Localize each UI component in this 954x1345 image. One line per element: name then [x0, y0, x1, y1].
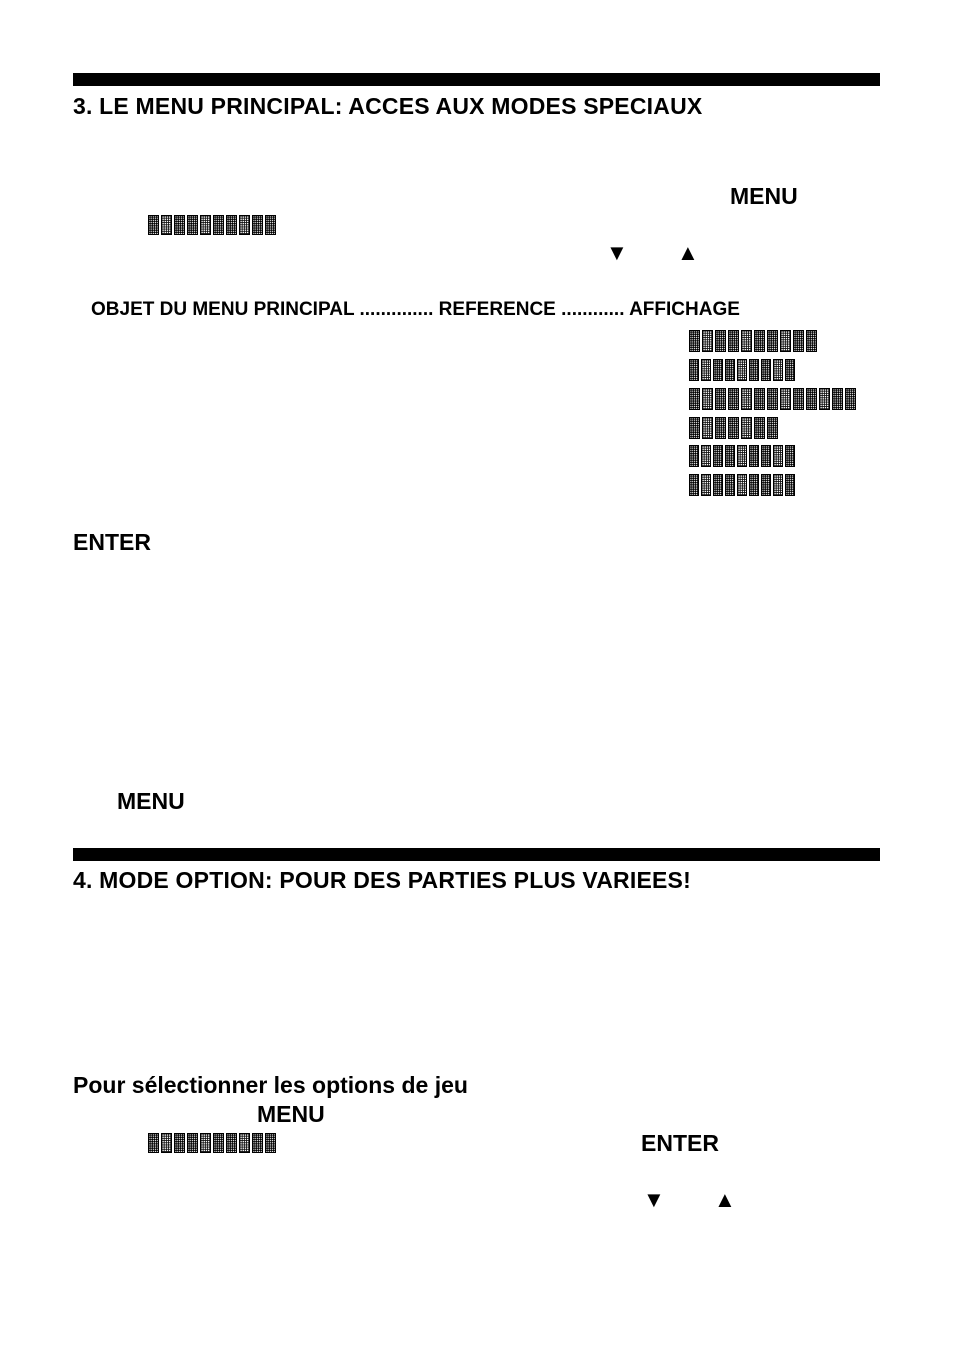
- lcd-cell: [239, 215, 250, 235]
- lcd-cell: [187, 215, 198, 235]
- lcd-cell: [702, 388, 713, 410]
- lcd-cell: [793, 388, 804, 410]
- lcd-cell: [749, 445, 759, 467]
- lcd-cell: [239, 1133, 250, 1153]
- lcd-cell: [187, 1133, 198, 1153]
- lcd-cell: [689, 388, 700, 410]
- lcd-cell: [741, 388, 752, 410]
- lcd-cell: [161, 1133, 172, 1153]
- lcd-cell: [252, 1133, 263, 1153]
- lcd-cell: [728, 417, 739, 439]
- down-arrow-icon: ▼: [606, 240, 628, 265]
- lcd-cell: [161, 215, 172, 235]
- lcd-cell: [780, 388, 791, 410]
- lcd-cell: [174, 215, 185, 235]
- lcd-cell: [754, 388, 765, 410]
- select-options-text: Pour sélectionner les options de jeu: [73, 1072, 468, 1098]
- lcd-cell: [713, 359, 723, 381]
- lcd-level-display: [689, 359, 803, 381]
- lcd-cell: [741, 330, 752, 352]
- lcd-cell: [200, 215, 211, 235]
- menu-key-label: MENU: [117, 788, 185, 814]
- lcd-cell: [793, 330, 804, 352]
- lcd-cell: [767, 417, 778, 439]
- lcd-cell: [174, 1133, 185, 1153]
- lcd-cell: [213, 1133, 224, 1153]
- lcd-option-display: [148, 1133, 281, 1153]
- lcd-cell: [754, 417, 765, 439]
- lcd-option-display: [689, 330, 822, 352]
- lcd-cell: [773, 359, 783, 381]
- lcd-cell: [737, 359, 747, 381]
- lcd-cell: [785, 474, 795, 496]
- lcd-cell: [761, 474, 771, 496]
- lcd-cell: [701, 359, 711, 381]
- menu-key-label: MENU: [257, 1101, 325, 1127]
- lcd-cell: [689, 359, 699, 381]
- lcd-cell: [701, 474, 711, 496]
- lcd-cell: [780, 330, 791, 352]
- lcd-cell: [806, 388, 817, 410]
- lcd-cell: [773, 474, 783, 496]
- lcd-cell: [713, 474, 723, 496]
- lcd-cell: [689, 445, 699, 467]
- header-reference: REFERENCE ............: [438, 299, 625, 320]
- enter-key-label: ENTER: [641, 1130, 719, 1156]
- lcd-cell: [806, 330, 817, 352]
- lcd-cell: [702, 330, 713, 352]
- lcd-takeback-display: [689, 388, 860, 410]
- lcd-cell: [832, 388, 843, 410]
- lcd-cell: [845, 388, 856, 410]
- lcd-info-display: [689, 417, 784, 439]
- lcd-cell: [148, 215, 159, 235]
- up-arrow-icon: ▲: [714, 1187, 736, 1212]
- enter-key-label: ENTER: [73, 529, 151, 555]
- lcd-cell: [749, 359, 759, 381]
- lcd-cell: [715, 330, 726, 352]
- lcd-cell: [767, 388, 778, 410]
- lcd-cell: [741, 417, 752, 439]
- lcd-cell: [689, 474, 699, 496]
- lcd-cell: [226, 215, 237, 235]
- lcd-cell: [728, 388, 739, 410]
- lcd-cell: [749, 474, 759, 496]
- lcd-cell: [213, 215, 224, 235]
- lcd-cell: [200, 1133, 211, 1153]
- section-rule-top: [73, 73, 880, 86]
- lcd-cell: [754, 330, 765, 352]
- section-3-heading: 3. LE MENU PRINCIPAL: ACCES AUX MODES SPECIAUX: [73, 93, 703, 119]
- header-objet: OBJET DU MENU PRINCIPAL ..............: [91, 299, 434, 320]
- section-rule-top: [73, 848, 880, 861]
- lcd-cell: [737, 474, 747, 496]
- lcd-cell: [773, 445, 783, 467]
- lcd-cell: [785, 445, 795, 467]
- lcd-cell: [728, 330, 739, 352]
- lcd-cell: [252, 215, 263, 235]
- lcd-study-display: [689, 474, 803, 496]
- lcd-cell: [767, 330, 778, 352]
- lcd-cell: [265, 215, 276, 235]
- lcd-cell: [265, 1133, 276, 1153]
- lcd-cell: [785, 359, 795, 381]
- header-affichage: AFFICHAGE: [629, 299, 740, 320]
- lcd-cell: [725, 474, 735, 496]
- menu-key-label: MENU: [730, 183, 798, 209]
- lcd-cell: [819, 388, 830, 410]
- menu-table-header: [91, 299, 740, 321]
- lcd-cell: [689, 330, 700, 352]
- lcd-cell: [689, 417, 700, 439]
- lcd-cell: [701, 445, 711, 467]
- lcd-setup-display: [689, 445, 803, 467]
- down-arrow-icon: ▼: [643, 1187, 665, 1212]
- lcd-cell: [715, 388, 726, 410]
- lcd-cell: [725, 359, 735, 381]
- lcd-cell: [715, 417, 726, 439]
- lcd-cell: [725, 445, 735, 467]
- lcd-cell: [713, 445, 723, 467]
- lcd-cell: [737, 445, 747, 467]
- up-arrow-icon: ▲: [677, 240, 699, 265]
- lcd-cell: [226, 1133, 237, 1153]
- section-4-heading: 4. MODE OPTION: POUR DES PARTIES PLUS VARIEES!: [73, 867, 691, 893]
- lcd-cell: [761, 445, 771, 467]
- lcd-cell: [148, 1133, 159, 1153]
- lcd-option-display: [148, 215, 281, 235]
- lcd-cell: [702, 417, 713, 439]
- lcd-cell: [761, 359, 771, 381]
